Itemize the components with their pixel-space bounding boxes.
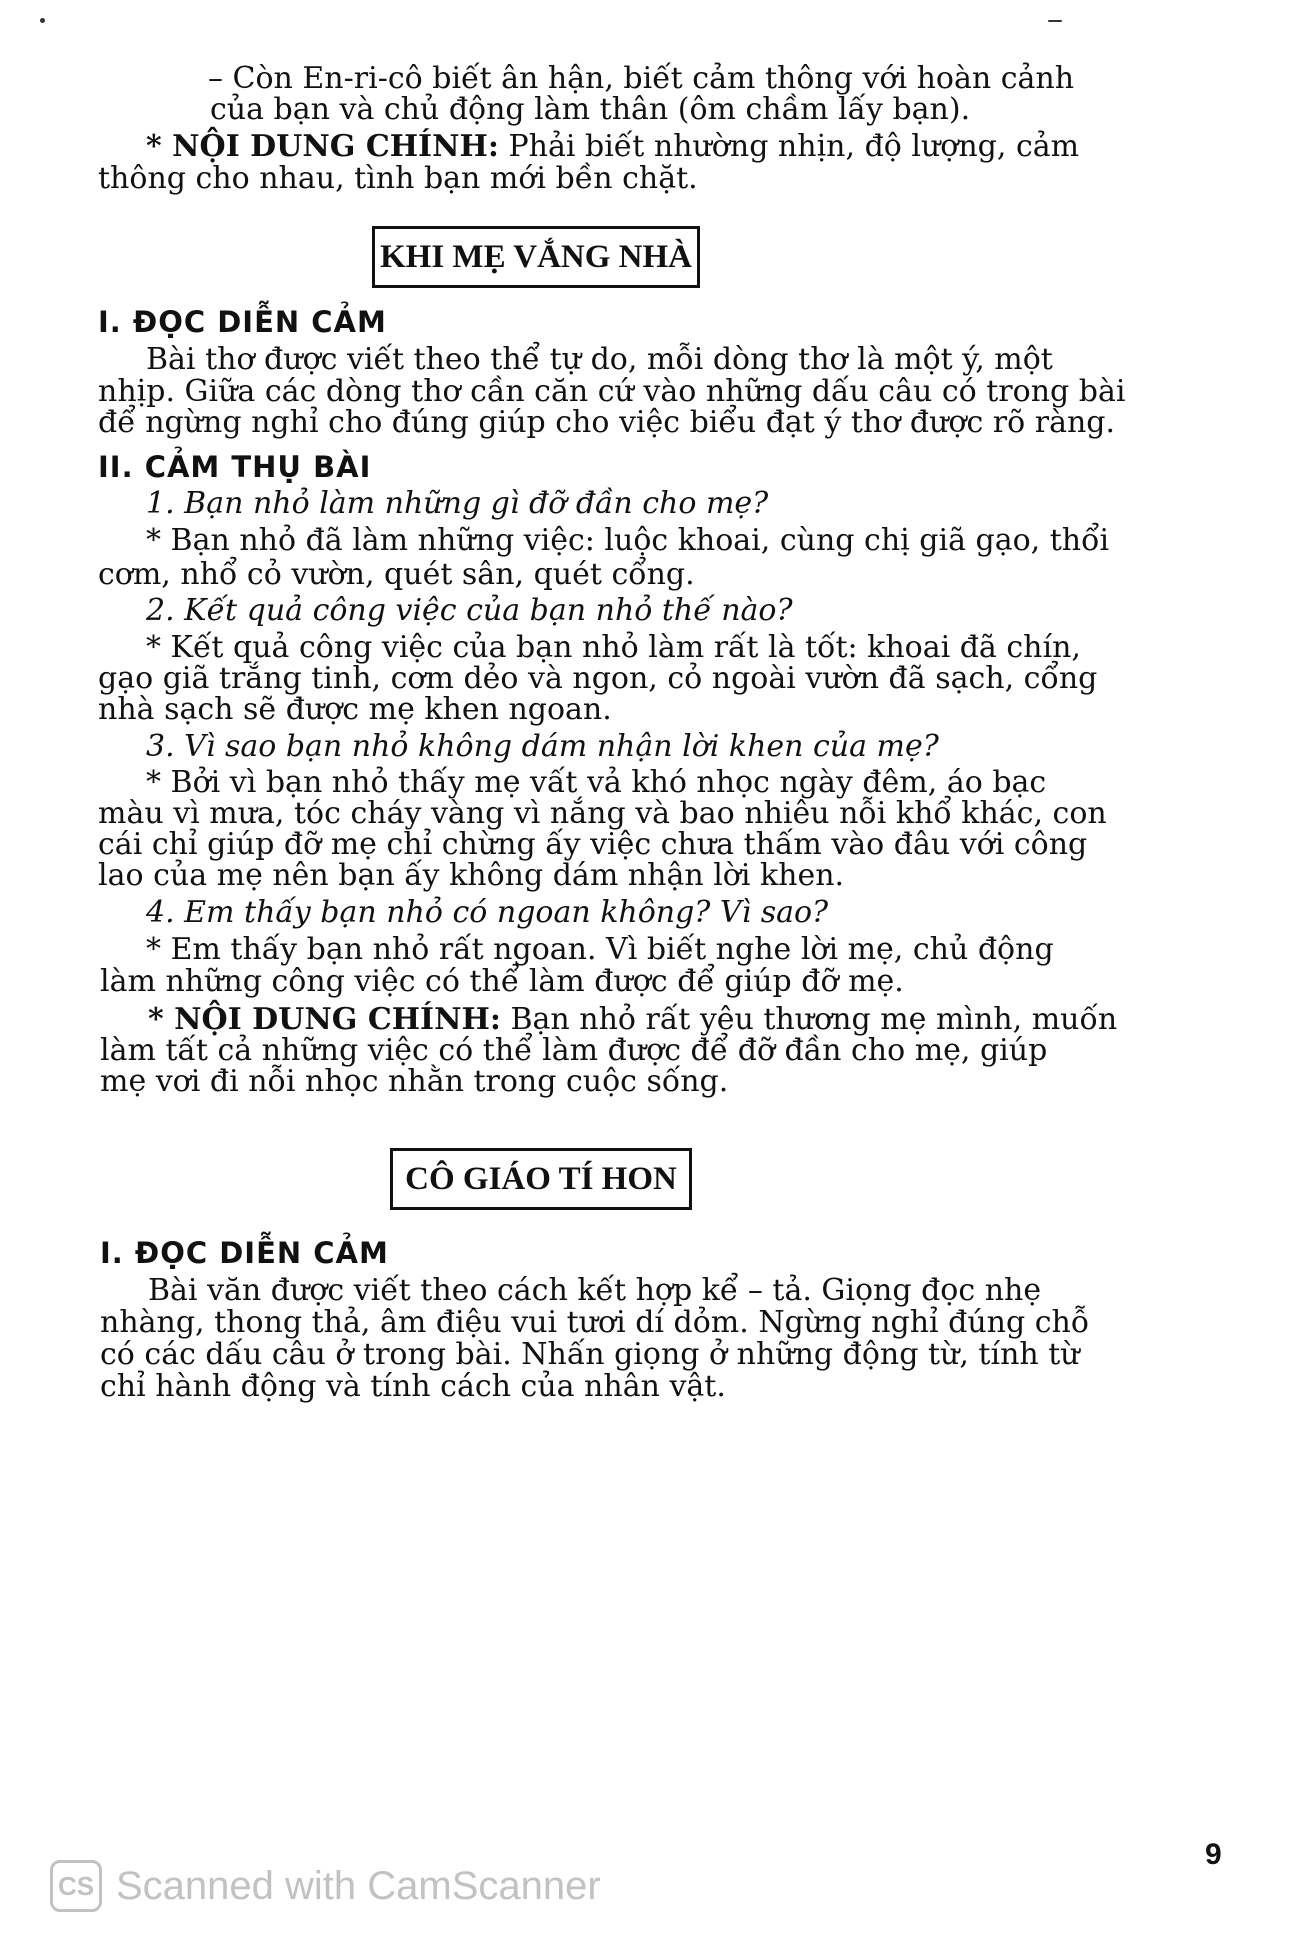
main-content-line-2: làm tất cả những việc có thể làm được để đỡ đần cho mẹ, giúp: [100, 1033, 1048, 1068]
main-content-label: * NỘI DUNG CHÍNH:: [146, 129, 499, 164]
answer-line: cơm, nhổ cỏ vườn, quét sân, quét cổng.: [98, 557, 695, 592]
answer-line: màu vì mưa, tóc cháy vàng vì nắng và bao nhiêu nỗi khổ khác, con: [98, 796, 1107, 831]
intro-main-content-line-2: thông cho nhau, tình bạn mới bền chặt.: [98, 161, 698, 196]
lesson-title: CÔ GIÁO TÍ HON: [405, 1160, 677, 1197]
section-heading: I. ĐỌC DIỄN CẢM: [98, 305, 387, 339]
camscanner-logo: CS: [50, 1860, 102, 1912]
main-content-text: Bạn nhỏ rất yêu thương mẹ mình, muốn: [500, 1002, 1118, 1037]
question: 1. Bạn nhỏ làm những gì đỡ đần cho mẹ?: [146, 486, 769, 521]
main-content-text: Phải biết nhường nhịn, độ lượng, cảm: [498, 129, 1080, 164]
scan-speck: [40, 18, 45, 23]
scanner-watermark: [50, 1858, 601, 1914]
lesson-title-box: [372, 226, 700, 288]
answer-line: nhà sạch sẽ được mẹ khen ngoan.: [98, 692, 612, 727]
paragraph-line: Bài văn được viết theo cách kết hợp kể – tả. Giọng đọc nhẹ: [148, 1273, 1042, 1308]
answer-line: * Bạn nhỏ đã làm những việc: luộc khoai, cùng chị giã gạo, thổi: [146, 523, 1110, 558]
scan-speck: [1048, 20, 1062, 22]
answer-line: cái chỉ giúp đỡ mẹ chỉ chừng ấy việc chưa thấm vào đâu với công: [98, 827, 1088, 862]
paragraph-line: có các dấu câu ở trong bài. Nhấn giọng ở những động từ, tính từ: [100, 1337, 1080, 1372]
answer-line: làm những công việc có thể làm được để giúp đỡ mẹ.: [100, 964, 904, 999]
paragraph-line: nhàng, thong thả, âm điệu vui tươi dí dỏm. Ngừng nghỉ đúng chỗ: [100, 1305, 1090, 1340]
paragraph-line: nhịp. Giữa các dòng thơ cần căn cứ vào những dấu câu có trong bài: [98, 374, 1126, 409]
intro-dash-line-2: của bạn và chủ động làm thân (ôm chầm lấy bạn).: [210, 92, 971, 127]
answer-line: * Kết quả công việc của bạn nhỏ làm rất là tốt: khoai đã chín,: [146, 630, 1081, 665]
answer-line: lao của mẹ nên bạn ấy không dám nhận lời khen.: [98, 858, 845, 893]
answer-line: gạo giã trắng tinh, cơm dẻo và ngon, cỏ ngoài vườn đã sạch, cổng: [98, 661, 1098, 696]
lesson-title-box: [390, 1148, 692, 1210]
lesson-title: KHI MẸ VẮNG NHÀ: [380, 238, 692, 275]
paragraph-line: Bài thơ được viết theo thể tự do, mỗi dòng thơ là một ý, một: [146, 342, 1053, 377]
paragraph-line: để ngừng nghỉ cho đúng giúp cho việc biểu đạt ý thơ được rõ ràng.: [98, 405, 1116, 440]
answer-line: * Bởi vì bạn nhỏ thấy mẹ vất vả khó nhọc ngày đêm, áo bạc: [146, 765, 1047, 800]
paragraph-line: chỉ hành động và tính cách của nhân vật.: [100, 1369, 726, 1404]
question: 3. Vì sao bạn nhỏ không dám nhận lời khen của mẹ?: [146, 729, 939, 764]
intro-dash-line-1: – Còn En-ri-cô biết ân hận, biết cảm thông với hoàn cảnh: [208, 61, 1075, 96]
main-content-label: * NỘI DUNG CHÍNH:: [148, 1002, 501, 1037]
main-content-line-3: mẹ vơi đi nỗi nhọc nhằn trong cuộc sống.: [100, 1064, 729, 1099]
question: 2. Kết quả công việc của bạn nhỏ thế nào?: [146, 593, 793, 628]
section-heading: I. ĐỌC DIỄN CẢM: [100, 1236, 389, 1270]
page-number: 9: [1205, 1838, 1222, 1871]
question: 4. Em thấy bạn nhỏ có ngoan không? Vì sao?: [146, 895, 829, 930]
section-heading: II. CẢM THỤ BÀI: [98, 450, 372, 484]
watermark-text: Scanned with CamScanner: [116, 1863, 601, 1908]
answer-line: * Em thấy bạn nhỏ rất ngoan. Vì biết nghe lời mẹ, chủ động: [146, 932, 1054, 967]
